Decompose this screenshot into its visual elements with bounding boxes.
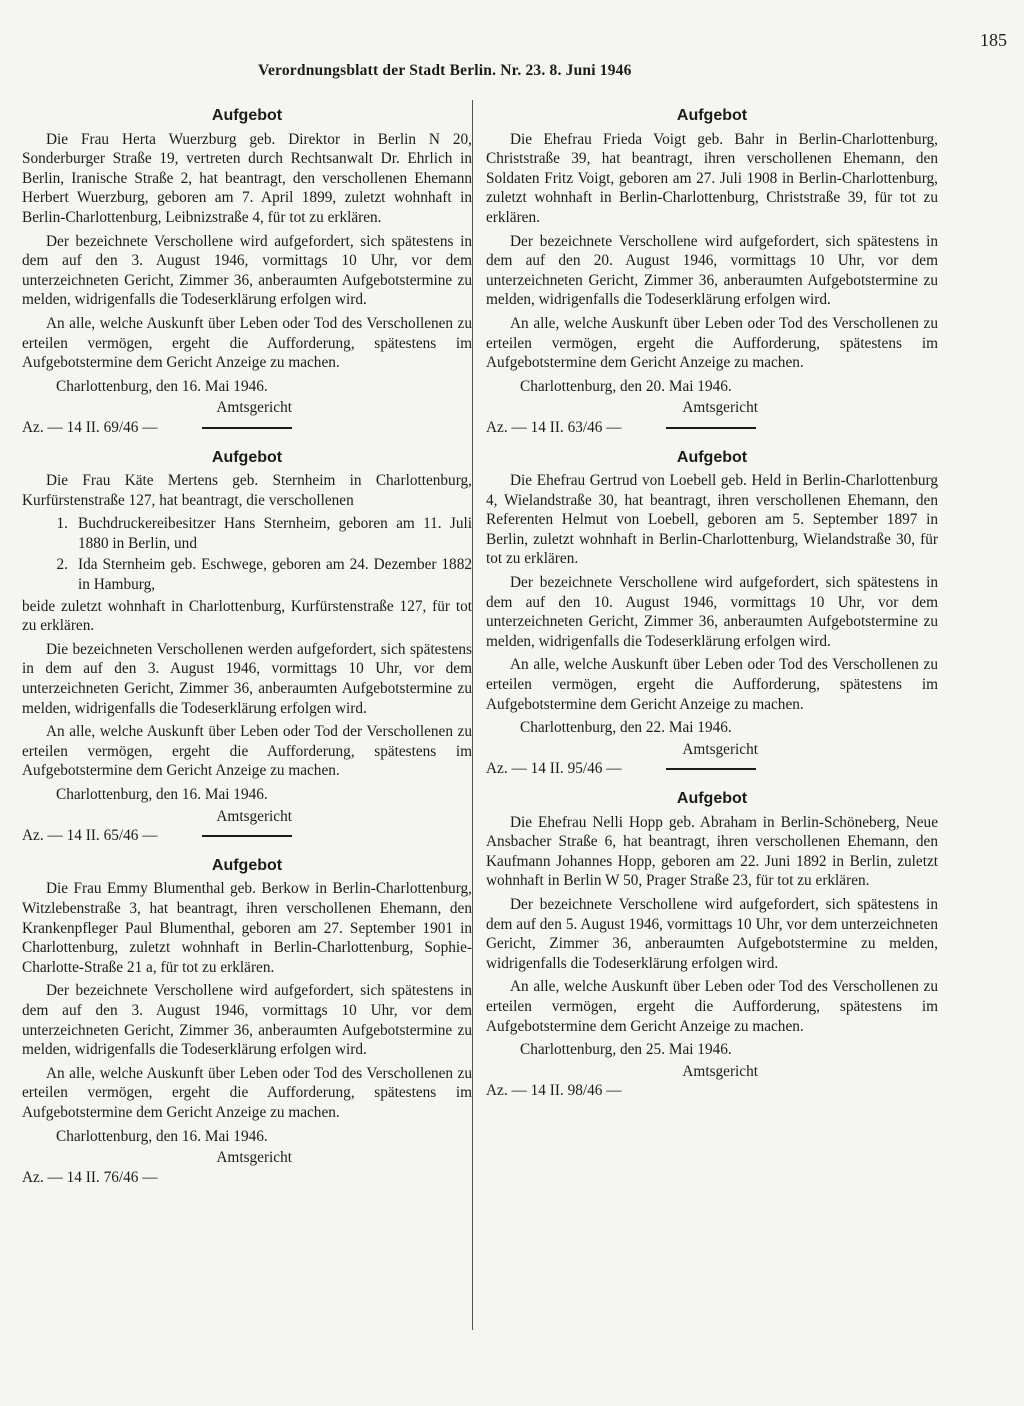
list-number: 1. — [56, 515, 68, 533]
notice-paragraph: Der bezeichnete Verschollene wird aufgefordert, sich spätestens in dem auf den 20. August 1946, vormittags 10 Uhr, vor dem unterzeichneten Gericht, Zimmer 36, anberaumten Aufgebotstermine zu melden, widrigenfalls die Todeserklärung erfolgen wird. — [486, 232, 938, 309]
notice-title: Aufgebot — [676, 107, 748, 124]
notice-paragraph: Der bezeichnete Verschollene wird aufgefordert, sich spätestens in dem auf den 3. August 1946, vormittags 10 Uhr, vor dem unterzeichneten Gericht, Zimmer 36, anberaumten Aufgebotstermine zu melden, widrigenfalls die Todeserklärung erfolgen wird. — [22, 982, 472, 1059]
notice-paragraph: Die bezeichneten Verschollenen werden aufgefordert, sich spätestens in dem auf den 3. August 1946, vormittags 10 Uhr, vor dem unterzeichneten Gericht, Zimmer 36, anberaumten Aufgebotstermine zu melden, widrigenfalls die Todeserklärung erfolgen wird. — [22, 640, 472, 717]
notice-az-row — [22, 826, 472, 846]
notice-court: Amtsgericht — [216, 399, 292, 417]
notice-paragraph: Die Frau Herta Wuerzburg geb. Direktor in Berlin N 20, Sonderburger Straße 19, vertreten durch Rechtsanwalt Dr. Ehrlich in Berlin, Iranische Straße 2, hat beantragt, den verschollenen Ehemann Herbert Wuerzburg, geboren am 7. April 1899, zuletzt wohnhaft in Berlin-Charlottenburg, Leibnizstraße 4, für tot zu erklären. — [22, 130, 472, 226]
notice-paragraph: An alle, welche Auskunft über Leben oder Tod der Verschollenen zu erteilen vermögen, ergeht die Aufforderung, spätestens im Aufgebotstermine dem Gericht Anzeige zu machen. — [22, 723, 472, 780]
list-text: Ida Sternheim geb. Eschwege, geboren am 24. Dezember 1882 in Hamburg, — [78, 556, 472, 594]
notice-dateline: Charlottenburg, den 20. Mai 1946. — [520, 377, 732, 395]
page-header — [0, 30, 1024, 84]
notice-title: Aufgebot — [211, 107, 283, 124]
list-item — [22, 514, 472, 553]
notice-paragraph: An alle, welche Auskunft über Leben oder Tod des Verschollenen zu erteilen vermögen, ergeht die Aufforderung, spätestens im Aufgebotstermine dem Gericht Anzeige zu machen. — [22, 1064, 472, 1121]
notice-paragraph: Der bezeichnete Verschollene wird aufgefordert, sich spätestens in dem auf den 3. August 1946, vormittags 10 Uhr, vor dem unterzeichneten Gericht, Zimmer 36, anberaumten Aufgebotstermine zu melden, widrigenfalls die Todeserklärung erfolgen wird. — [22, 232, 472, 309]
notice-paragraph: Die Frau Käte Mertens geb. Sternheim in Charlottenburg, Kurfürstenstraße 127, hat beantragt, die verschollenen — [22, 472, 472, 509]
notice-title: Aufgebot — [676, 790, 748, 807]
notice-title: Aufgebot — [211, 448, 283, 466]
notice-paragraph: Die Ehefrau Nelli Hopp geb. Abraham in Berlin-Schöneberg, Neue Ansbacher Straße 6, hat beantragt, ihren verschollenen Ehemann, den Kaufmann Johannes Hopp, geboren am 22. Juni 1892 in Berlin, zuletzt wohnhaft in Berlin W 50, Prager Straße 23, für tot zu erklären. — [486, 813, 938, 890]
notice-dateline: Charlottenburg, den 16. Mai 1946. — [56, 1127, 268, 1145]
notice-az: Az. — 14 II. 63/46 — — [486, 418, 622, 436]
notice-paragraph: Der bezeichnete Verschollene wird aufgefordert, sich spätestens in dem auf den 10. August 1946, vormittags 10 Uhr, vor dem unterzeichneten Gericht, Zimmer 36, anberaumten Aufgebotstermine zu melden, widrigenfalls die Todeserklärung erfolgen wird. — [486, 574, 938, 650]
notice-court: Amtsgericht — [216, 807, 292, 825]
notice-dateline: Charlottenburg, den 22. Mai 1946. — [520, 719, 732, 737]
notice-sternheim — [22, 448, 472, 846]
notice-wuerzburg — [22, 106, 472, 438]
notice-paragraph: Der bezeichnete Verschollene wird aufgefordert, sich spätestens in dem auf den 5. August 1946, vormittags 10 Uhr, vor dem unterzeichneten Gericht, Zimmer 36, anberaumten Aufgebotstermine zu melden, widrigenfalls die Todeserklärung erfolgen wird. — [486, 895, 938, 972]
notice-separator-rule — [666, 427, 756, 429]
notice-az-row — [22, 1168, 472, 1188]
page-number: 185 — [980, 30, 1007, 50]
list-number: 2. — [56, 556, 68, 574]
notice-voigt — [486, 106, 938, 438]
publication-header: Verordnungsblatt der Stadt Berlin. Nr. 23. 8. Juni 1946 — [258, 62, 632, 79]
notice-paragraph: An alle, welche Auskunft über Leben oder Tod des Verschollenen zu erteilen vermögen, ergeht die Aufforderung, spätestens im Aufgebotstermine dem Gericht Anzeige zu machen. — [486, 978, 938, 1035]
right-column — [486, 100, 938, 1111]
notice-court: Amtsgericht — [216, 1149, 292, 1167]
notice-dateline: Charlottenburg, den 16. Mai 1946. — [56, 377, 268, 395]
notice-az-row — [22, 418, 472, 438]
notice-paragraph: An alle, welche Auskunft über Leben oder Tod des Verschollenen zu erteilen vermögen, ergeht die Aufforderung, spätestens im Aufgebotstermine dem Gericht Anzeige zu machen. — [486, 314, 938, 372]
notice-az: Az. — 14 II. 95/46 — — [486, 760, 622, 778]
notice-paragraph: An alle, welche Auskunft über Leben oder Tod des Verschollenen zu erteilen vermögen, ergeht die Aufforderung, spätestens im Aufgebotstermine dem Gericht Anzeige zu machen. — [486, 656, 938, 713]
notice-paragraph: Die Ehefrau Gertrud von Loebell geb. Held in Berlin-Charlottenburg 4, Wielandstraße 30, hat beantragt, ihren verschollenen Ehemann, den Referenten Helmut von Loebell, geboren am 5. September 1897 in Berlin, zuletzt wohnhaft in Berlin-Charlottenburg, Wielandstraße 30, für tot zu erklären. — [486, 472, 938, 568]
person-list — [22, 514, 472, 594]
notice-dateline: Charlottenburg, den 25. Mai 1946. — [520, 1041, 732, 1059]
notice-separator-rule — [202, 835, 292, 837]
notice-court: Amtsgericht — [682, 1062, 758, 1080]
notice-az-row — [486, 759, 938, 779]
notice-paragraph: Die Frau Emmy Blumenthal geb. Berkow in Berlin-Charlottenburg, Witzlebenstraße 3, hat beantragt, ihren verschollenen Ehemann, den Krankenpfleger Paul Blumenthal, geboren am 27. September 1901 in Charlottenburg, zuletzt wohnhaft in Berlin-Charlottenburg, Sophie-Charlotte-Straße 21 a, für tot zu erklären. — [22, 880, 472, 976]
notice-court: Amtsgericht — [682, 399, 758, 417]
notice-blumenthal — [22, 856, 472, 1188]
notice-paragraph: beide zuletzt wohnhaft in Charlottenburg, Kurfürstenstraße 127, für tot zu erklären. — [22, 597, 472, 635]
notice-title: Aufgebot — [211, 856, 283, 874]
notice-court: Amtsgericht — [682, 740, 758, 758]
column-divider — [472, 100, 473, 1330]
list-text: Buchdruckereibesitzer Hans Sternheim, geboren am 11. Juli 1880 in Berlin, und — [78, 515, 472, 552]
notice-separator-rule — [202, 427, 292, 429]
notice-az: Az. — 14 II. 69/46 — — [22, 418, 158, 436]
notice-hopp — [486, 789, 938, 1101]
notice-dateline: Charlottenburg, den 16. Mai 1946. — [56, 786, 268, 803]
list-item — [22, 555, 472, 594]
notice-az: Az. — 14 II. 98/46 — — [486, 1082, 622, 1100]
notice-paragraph: Die Ehefrau Frieda Voigt geb. Bahr in Berlin-Charlottenburg, Christstraße 39, hat beantragt, ihren verschollenen Ehemann, den Soldaten Fritz Voigt, geboren am 27. Juli 1908 in Berlin-Charlottenburg, zuletzt wohnhaft in Berlin-Charlottenburg, Christstraße 39, für tot zu erklären. — [486, 130, 938, 226]
notice-paragraph: An alle, welche Auskunft über Leben oder Tod des Verschollenen zu erteilen vermögen, ergeht die Aufforderung, spätestens im Aufgebotstermine dem Gericht Anzeige zu machen. — [22, 314, 472, 372]
notice-loebell — [486, 448, 938, 780]
notice-title: Aufgebot — [676, 448, 748, 466]
left-column — [22, 100, 472, 1197]
notice-az-row — [486, 418, 938, 438]
notice-separator-rule — [666, 768, 756, 770]
notice-az-row — [486, 1081, 938, 1101]
notice-az: Az. — 14 II. 76/46 — — [22, 1168, 158, 1186]
notice-az: Az. — 14 II. 65/46 — — [22, 827, 158, 845]
